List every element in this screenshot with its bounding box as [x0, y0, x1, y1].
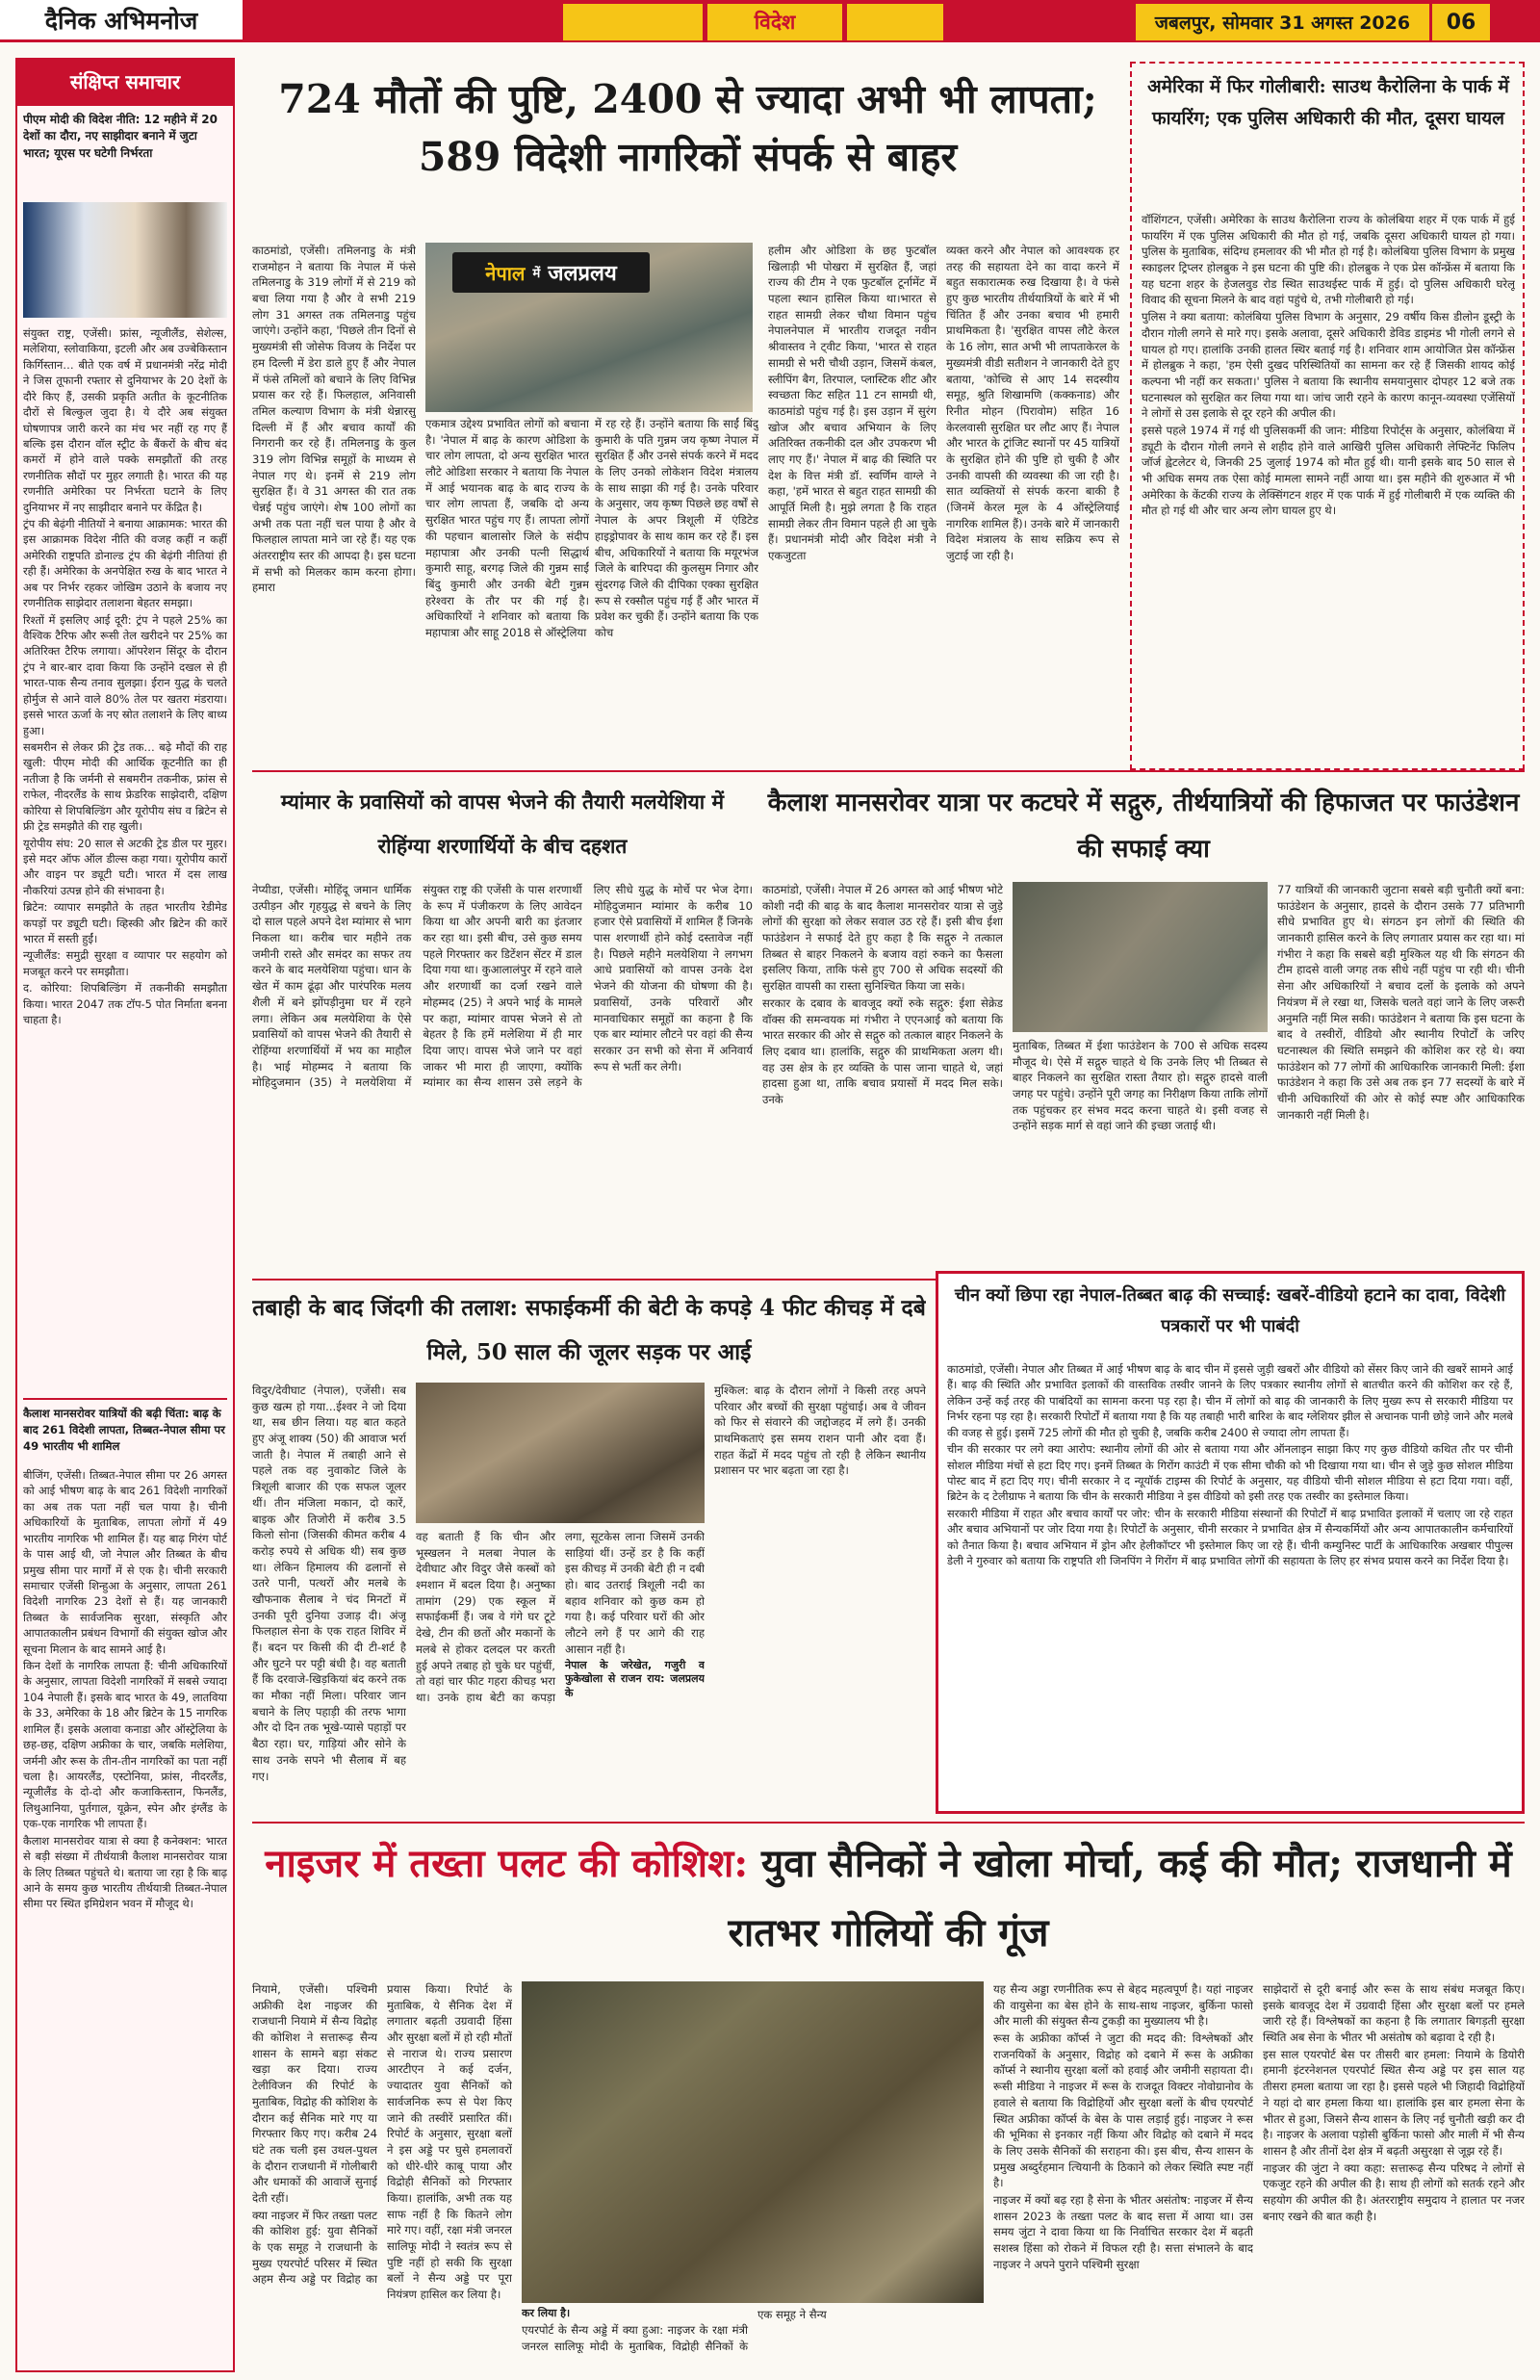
sidebar-para: बीजिंग, एजेंसी। तिब्बत-नेपाल सीमा पर 26 अगस्त को आई भीषण बाढ़ के बाद 261 विदेशी नागरिकों का अब तक पता नहीं चल पाया है। चीनी अधिकारियों के मुताबिक, लापता लोगों में 49 भारतीय नागरिक भी शामिल हैं। यह बाढ़ गिरंग पोर्ट के पास आई थी, जो नेपाल और तिब्बत के बीच प्रमुख सीमा पार मार्गों में से एक है। चीनी सरकारी समाचार एजेंसी शिन्हुआ के अनुसार, लापता 261 विदेशी नागरिक 23 देशों से हैं। यह जानकारी तिब्बत के सार्वजनिक सुरक्षा, संस्कृति और आपातकालीन प्रबंधन विभागों की संयुक्त खोज और सूचना मिलान के बाद सामने आई है।: [23, 1468, 227, 1656]
niger-para: नाइजर में क्यों बढ़ रहा है सेना के भीतर असंतोष: नाइजर में सैन्य शासन 2023 के तख्ता पलट के बाद सत्ता में आया था। उस समय जुंटा ने दावा किया था कि निर्वाचित सरकार देश में बढ़ती सशस्त्र हिंसा को रोकने में विफल रही है। सत्ता संभालने के बाद नाइजर ने अपने पुराने पश्चिमी सुरक्षा: [993, 2192, 1253, 2271]
sidebar-story-2: [23, 1467, 227, 2368]
section-label: विदेश: [707, 4, 842, 40]
china-para: चीन की सरकार पर लगे क्या आरोप: स्थानीय लोगों की ओर से बताया गया और ऑनलाइन साझा किए गए कुछ वीडियो कथित तौर पर चीनी सोशल मीडिया मंचों से हटा दिए गए। इनमें तिब्बत के गिरोंग काउंटी में एक सीमा चौकी को भी दिखाया गया था। चीन से जुड़े कुछ सोशल मीडिया पोस्ट बाद में हटा दिए गए। चीनी सरकार ने द न्यूयॉर्क टाइम्स की रिपोर्ट के अनुसार, यह वीडियो चीनी सोशल मीडिया से हटा दिया गया। वहीं, ब्रिटेन के द टेलीग्राफ ने बताया कि चीन के सरकारी मीडिया ने इस वीडियो को इसी तरह एक तस्वीर का इस्तेमाल किया।: [947, 1442, 1513, 1504]
masthead-yellow-block: [563, 4, 703, 40]
us-para: पुलिस ने क्या बताया: कोलंबिया पुलिस विभाग के अनुसार, 29 वर्षीय किस डीलोन डूस्ट्री के दौरान गोली लगने से मारे गए। इसके अलावा, दूसरे अधिकारी डेविड डाइमंड भी गोली लगने से घायल हो गए। हालांकि उनकी हालत स्थिर बताई गई है। शनिवार शाम आयोजित प्रेस कॉन्फ्रेंस में होलब्रुक ने कहा, 'हम ऐसी दुखद परिस्थितियों का सामना कर रहे हैं जिसकी शायद कोई कल्पना भी नहीं कर सकता।' पुलिस ने बताया कि स्थानीय समयानुसार दोपहर 12 बजे तक घटनास्थल को सुरक्षित कर लिया गया था। जांच जारी रहने के कारण कानून-व्यवस्था एजेंसियों ने लोगों से उस इलाके से दूर रहने की अपील की।: [1142, 310, 1515, 421]
masthead-yellow-block: [847, 4, 943, 40]
china-para: सरकारी मीडिया में राहत और बचाव कार्यों पर जोर: चीन के सरकारी मीडिया संस्थानों की रिपोर्टों में बाढ़ प्रभावित इलाकों में चलाए जा रहे राहत और बचाव अभियानों पर जोर दिया गया है। रिपोर्टों के अनुसार, चीनी सरकार ने प्रभावित क्षेत्र में सैन्यकर्मियों और अन्य आपातकालीन कर्मचारियों को तैनात किया है। बचाव अभियान में ड्रोन और हेलीकॉप्टर भी इस्तेमाल किए जा रहे हैं। चीनी कम्युनिस्ट पार्टी के आधिकारिक अखबार पीपुल्स डेली ने गुरुवार को बताया कि राष्ट्रपति शी जिनपिंग ने गिरोंग में बाढ़ प्रभावित लोगों की सहायता के लिए हर संभव प्रयास करने का निर्देश दिया है।: [947, 1506, 1513, 1568]
section-divider: [252, 1822, 1525, 1824]
kailash-para: सरकार के दबाव के बावजूद क्यों रुके सद्गुरु: ईशा सेक्रेड वॉक्स की समन्वयक मां गंभीरा ने एएनआई को बताया कि भारत सरकार की ओर से सद्गुरु को तत्काल बाहर निकलने के लिए दबाव था। हालांकि, सद्गुरु की प्राथमिकता अलग थी। वह उस क्षेत्र के हर व्यक्ति के पास जाना चाहते थे, जहां हादसा हुआ था, ताकि बचाव प्रयासों में मदद मिल सके। उनके: [762, 996, 1003, 1106]
niger-col-4: [1263, 1981, 1525, 2368]
myanmar-headline: म्यांमार के प्रवासियों को वापस भेजने की तैयारी मलयेशिया में रोहिंग्या शरणार्थियों के बीच दहशत: [280, 789, 725, 859]
lead-col-4: हलीम और ओडिशा के छह फुटबॉल खिलाड़ी भी पोखरा में सुरक्षित हैं, जहां राज्य की टीम ने एक फुटबॉल टूर्नामेंट में पहला स्थान हासिल किया था।भारत से राहत सामग्री लेकर चौथा विमान पहुंच नेपालनेपाल में भारतीय राजदूत नवीन श्रीवास्तव ने ट्वीट किया, 'भारत से राहत सामग्री से भरी चौथी उड़ान, जिसमें कंबल, स्लीपिंग बैग, तिरपाल, प्लास्टिक शीट और स्वच्छता किट सहित 11 टन सामग्री थी, काठमांडो पहुंच गई है। इस उड़ान में सुरंग खोज और बचाव अभियान के लिए अतिरिक्त तकनीकी दल और उपकरण भी लाए गए हैं।' नेपाल में बाढ़ की स्थिति पर देश के वित्त मंत्री डॉ. स्वर्णिम वाग्ले ने कहा, 'हमें भारत से बहुत राहत सामग्री की आपूर्ति मिली है। मुझे लगता है कि राहत सामग्री लेकर तीन विमान पहले ही आ चुके हैं। प्रधानमंत्री मोदी और विदेश मंत्री ने एकजुटता: [768, 244, 937, 563]
niger-headline: नाइजर में तख्ता पलट की कोशिश: युवा सैनिकों ने खोला मोर्चा, कई की मौत; राजधानी में रातभर गोलियों की गूंज: [265, 1841, 1512, 1955]
niger-col-1: [252, 1981, 512, 2368]
china-censorship-headline: चीन क्यों छिपा रहा नेपाल-तिब्बत बाढ़ की सच्चाई: खबरें-वीडियो हटाने का दावा, विदेशी पत्रकारों पर भी पाबंदी: [954, 1285, 1506, 1337]
sidebar-para: संयुक्त राष्ट्र, एजेंसी। फ्रांस, न्यूजीलैंड, सेशेल्स, मलेशिया, स्लोवाकिया, इटली और अब उज्बेकिस्तान किर्गिस्तान… बीते एक वर्ष में प्रधानमंत्री नरेंद्र मोदी ने जिस तूफानी रफ्तार से दुनियाभर के 20 देशों के दौरे किए हैं, उसकी प्रकृति अतीत के कूटनीतिक दौरों से बिल्कुल जुदा है। ये दौरे अब संयुक्त घोषणापत्र जारी करने का मंच भर नहीं रह गए हैं बल्कि इस दौरान वॉल स्ट्रीट के बैंकरों के बीच बंद कमरों में होने वाले पक्के समझौतों की तरह रणनीतिक सौदों पर मुहर लगाती है। भारत की यह रणनीति अमेरिका पर निर्भरता घटाने के लिए दुनियाभर में नए साझीदार बनाने पर केंद्रित है।: [23, 326, 227, 514]
us-para: वॉशिंगटन, एजेंसी। अमेरिका के साउथ कैरोलिना राज्य के कोलंबिया शहर में एक पार्क में हुई फायरिंग में एक पुलिस अधिकारी की मौत हो गई, जबकि दूसरा अधिकारी घायल हो गया। पुलिस के मुताबिक, संदिग्ध हमलावर की भी मौत हो गई है। कोलंबिया पुलिस विभाग के प्रमुख स्काइलर ट्रिप्लर होलब्रुक ने इस घटना की पुष्टि की। होलब्रुक ने एक प्रेस कॉन्फ्रेंस में बताया कि यह घटना शहर के हेजलवुड रोड स्थित साउथईस्ट पार्क में हुई। दो पुलिस अधिकारी घरेलू विवाद की सूचना मिलने के बाद वहां पहुंचे थे, तभी गोलीबारी हो गई।: [1142, 213, 1515, 307]
lead-col-3: में रह रहे हैं। उन्होंने बताया कि साईं बिंदु कुमारी के पति गुन्नम जय कृष्ण नेपाल में सुरक्षित हैं और उनसे संपर्क करने में मदद के लिए उनको लोकेशन विदेश मंत्रालय के साथ साझा की गई है। उनके परिवार के अनुसार, जय कृष्ण पिछले छह वर्षों से नेपाल के अपर त्रिशूली में एंडिटेड हाइड्रोपावर के साथ काम कर रहे हैं। इस बीच, अधिकारियों ने बताया कि मयूरभंज जिले के बारिपदा की कुलसुम निगार और सुंदरगढ़ जिले की दीपिका एक्का सुरक्षित रूप से रक्सौल पहुंच गई हैं और भारत में प्रवेश कर चुकी हैं। उन्होंने बताया कि एक कोच: [595, 417, 758, 639]
sidebar-para: कैलाश मानसरोवर यात्रा से क्या है कनेक्शन: भारत से बड़ी संख्या में तीर्थयात्री कैलाश मानसरोवर यात्रा के लिए तिब्बत पहुंचते थे। बताया जा रहा है कि बाढ़ आने के समय कुछ भारतीय तीर्थयात्री तिब्बत-नेपाल सीमा पर स्थित इमिग्रेशन भवन में मौजूद थे।: [23, 1833, 227, 1911]
nepal-mud-photo: [416, 1383, 705, 1523]
newspaper-logo: दैनिक अभिमनोज: [0, 0, 243, 42]
nepal-mud-photo-caption: नेपाल के जरेखेत, गजुरी व फुकेखोला से राजन राय: जलप्रलय के: [565, 1658, 705, 1700]
niger-soldiers-photo: [522, 1981, 984, 2303]
sidebar-divider: [23, 1398, 227, 1400]
lead-col-1: काठमांडो, एजेंसी। तमिलनाडु के मंत्री राजमोहन ने बताया कि नेपाल में फंसे तमिलनाडु के 319 लोगों में से 219 को बचा लिया गया है और वे सभी 219 लोग 31 अगस्त तक तमिलनाडु पहुंच जाएंगे। उन्होंने कहा, 'पिछले तीन दिनों से मुख्यमंत्री सी जोसेफ विजय के निर्देश पर हम दिल्ली में डेरा डाले हुए हैं और नेपाल में फंसे तमिलों को बचाने के लिए विभिन्न प्रयास कर रहे हैं। फिलहाल, अनिवासी तमिल कल्याण विभाग के मंत्री थेन्नारसु दिल्ली में हैं और बचाव कार्यों की निगरानी कर रहे हैं। तमिलनाडु के कुल 319 लोग विभिन्न समूहों के माध्यम से नेपाल गए थे। इनमें से 219 लोग सुरक्षित हैं। वे 31 अगस्त की रात तक चेन्नई पहुंच जाएंगे। शेष 100 लोगों का अभी तक पता नहीं चल पाया है और वे फिलहाल लापता माने जा रहे हैं। यह एक अंतरराष्ट्रीय स्तर की आपदा है। इस घटना में सभी को मिलकर काम करना होगा। हमारा: [252, 244, 416, 595]
sidebar-second-headline: कैलाश मानसरोवर यात्रियों की बढ़ी चिंता: बाढ़ के बाद 261 विदेशी लापता, तिब्बत-नेपाल सीमा पर 49 भारतीय भी शामिल: [23, 1407, 225, 1453]
sidebar-para: द. कोरिया: शिपबिल्डिंग में तकनीकी समझौता किया। भारत 2047 तक टॉप-5 पोत निर्माता बनना चाहता है।: [23, 981, 227, 1027]
niger-para: रूस के अफ्रीका कॉर्प्स ने जुटा की मदद की: विश्लेषकों और राजनयिकों के अनुसार, विद्रोह को दबाने में रूस के अफ्रीका कॉर्प्स ने स्थानीय सुरक्षा बलों को हवाई और जमीनी सहायता दी। रूसी मीडिया ने नाइजर में रूस के राजदूत विक्टर नोवोग्रानोव के हवाले से बताया कि विद्रोहियों और सुरक्षा बलों के बीच एयरपोर्ट स्थित अफ्रीका कॉर्प्स के बेस के पास लड़ाई हुई। नाइजर ने रूस की भूमिका से इनकार नहीं किया और विद्रोह को दबाने में मदद के लिए उसके सैनिकों की सराहना की। इस बीच, सैन्य शासन के प्रमुख अब्दुर्रहमान त्चियानी के ठिकाने को लेकर स्थिति स्पष्ट नहीं है।: [993, 2031, 1253, 2190]
niger-col-3: [993, 1981, 1253, 2368]
dateline: जबलपुर, सोमवार 31 अगस्त 2026: [1136, 4, 1429, 40]
us-para: इससे पहले 1974 में गई थी पुलिसकर्मी की जान: मीडिया रिपोर्ट्स के अनुसार, कोलंबिया में ड्यूटी के दौरान गोली लगने से शहीद होने वाले आखिरी पुलिस अधिकारी लेफ्टिनेंट फिलिप जॉर्ज ह्वेटलेटर थे, जिनकी 25 जुलाई 1974 को मौत हुई थी। यानी इसके बाद 50 साल से भी अधिक समय तक ऐसा कोई मामला सामने नहीं आया था। इस महीने की शुरुआत में भी अमेरिका के केंटकी राज्य के लेक्सिंगटन शहर में एक पार्क में हुई गोलीबारी में एक व्यक्ति की मौत हो गई थी और चार अन्य लोग घायल हुए थे।: [1142, 423, 1515, 518]
leaders-photo: [23, 202, 227, 318]
kailash-headline: कैलाश मानसरोवर यात्रा पर कटघरे में सद्गुरु, तीर्थयात्रियों की हिफाजत पर फाउंडेशन की सफाई क्या: [767, 789, 1520, 865]
sidebar-para: न्यूजीलैंड: समुद्री सुरक्षा व व्यापार पर सहयोग को मजबूत करने पर समझौता।: [23, 948, 227, 978]
us-shooting-headline: अमेरिका में फिर गोलीबारी: साउथ कैरोलिना के पार्क में फायरिंग; एक पुलिस अधिकारी की मौत, दूसरा घायल: [1147, 76, 1509, 130]
nepal-mud-col-2: [416, 1529, 705, 1808]
kailash-col-2: मुताबिक, तिब्बत में ईशा फाउंडेशन के 700 से अधिक सदस्य मौजूद थे। ऐसे में सद्गुरु चाहते थे कि उनके लिए भी तिब्बत से बाहर निकलने का सुरक्षित रास्ता तैयार हो। सद्गुरु हादसे वाली जगह पर पहुंचे। उन्होंने पूरी जगह का निरीक्षण किया ताकि लोगों तक पहुंचकर हर संभव मदद करना चाहते थे। इसी वजह से उन्होंने सड़क मार्ग से वहां जाने की इच्छा जताई थी।: [1013, 1039, 1268, 1133]
kailash-para: काठमांडो, एजेंसी। नेपाल में 26 अगस्त को आई भीषण भोटे कोशी नदी की बाढ़ के बाद कैलाश मानसरोवर यात्रा से जुड़े लोगों की सुरक्षा को लेकर सवाल उठ रहे हैं। इसी बीच ईशा फाउंडेशन ने सफाई देते हुए कहा है कि सद्गुरु ने तत्काल तिब्बत से बाहर निकलने के बजाय वहां रुकने का फैसला इसलिए किया, ताकि फंसे हुए 700 से अधिक सदस्यों की सुरक्षित वापसी का रास्ता सुनिश्चित किया जा सके।: [762, 883, 1003, 994]
lead-headline: 724 मौतों की पुष्टि, 2400 से ज्यादा अभी भी लापता; 589 विदेशी नागरिकों संपर्क से बाहर: [278, 76, 1097, 180]
niger-para: साझेदारों से दूरी बनाई और रूस के साथ संबंध मजबूत किए। इसके बावजूद देश में उग्रवादी हिंसा और सुरक्षा बलों पर हमले जारी रहे हैं। विश्लेषकों का कहना है कि लगातार बिगड़ती सुरक्षा स्थिति अब सेना के भीतर भी असंतोष को बढ़ावा दे रही है।: [1263, 1982, 1525, 2045]
niger-para: यह सैन्य अड्डा रणनीतिक रूप से बेहद महत्वपूर्ण है। यहां नाइजर की वायुसेना का बेस होने के साथ-साथ नाइजर, बुर्किना फासो और माली की संयुक्त सैन्य टुकड़ी का मुख्यालय भी है।: [993, 1982, 1253, 2029]
sidebar-para: ब्रिटेन: व्यापार समझौते के तहत भारतीय रेडीमेड कपड़ों पर ड्यूटी घटी। व्हिस्की और ब्रिटेन की कारें भारत में सस्ती हुईं।: [23, 900, 227, 946]
kailash-flood-photo: [1013, 882, 1268, 1032]
niger-photo-caption: कर लिया है।: [522, 2307, 571, 2319]
sidebar-para: ट्रंप की बेढ़ंगी नीतियों ने बनाया आक्रामक: भारत की इस आक्रामक विदेश नीति की वजह कहीं न कहीं अमेरिकी राष्ट्रपति डोनाल्ड ट्रंप की बेढ़ंगी नीतियां ही रही हैं। अमेरिका के अनपेक्षित रुख के बाद भारत ने अब पर निर्भर रहकर जोखिम उठाने के बजाय नए रणनीतिक साझेदार तलाशना बेहतर समझा।: [23, 517, 227, 610]
sidebar-para: रिश्तों में इसलिए आई दूरी: ट्रंप ने पहले 25% का वैश्विक टैरिफ और रूसी तेल खरीदने पर 25% का अतिरिक्त टैरिफ लगाया। ऑपरेशन सिंदूर के दौरान ट्रंप ने बार-बार दावा किया कि उन्होंने दखल से ही भारत-पाक सैन्य तनाव सुलझा। ईरान युद्ध के चलते होर्मुज से आने वाले 80% तेल पर खतरा मंडराया। इससे भारत ऊर्जा के नए स्रोत तलाशने के लिए बाध्य हुआ।: [23, 612, 227, 737]
niger-para: क्या नाइजर में फिर तख्ता पलट की कोशिश हुई: युवा सैनिकों के एक समूह ने राजधानी के मुख्य एयरपोर्ट परिसर में स्थित अहम सैन्य अड्डे पर विद्रोह का प्रयास किया। रिपोर्ट के मुताबिक, ये सैनिक देश में लगातार बढ़ती उग्रवादी हिंसा और सुरक्षा बलों में हो रही मौतों से नाराज थे। राज्य प्रसारण आरटीएन ने कई दर्जन, ज्यादातर युवा सैनिकों को सार्वजनिक रूप से पेश किए जाने की तस्वीरें प्रसारित कीं। रिपोर्ट के अनुसार, सुरक्षा बलों ने इस अड्डे पर घुसे हमलावरों को धीरे-धीरे काबू पाया और विद्रोही सैनिकों को गिरफ्तार किया। हालांकि, अभी तक यह साफ नहीं है कि कितने लोग मारे गए। वहीं, रक्षा मंत्री जनरल सालिफू मोदी ने स्वतंत्र रूप से पुष्टि नहीं हो सकी कि सुरक्षा बलों ने सैन्य अड्डे पर पूरा नियंत्रण हासिल कर लिया है।: [252, 1982, 512, 2302]
niger-para: नाइजर की जुंटा ने क्या कहा: सत्तारूढ़ सैन्य परिषद ने लोगों से एकजुट रहने की अपील की है। साथ ही लोगों को सतर्क रहने और सहयोग की अपील की है। अंतरराष्ट्रीय समुदाय ने हालात पर नजर बनाए रखने की बात कही है।: [1263, 2160, 1525, 2223]
flood-photo-title: नेपाल में जलप्रलय: [452, 252, 650, 293]
lead-col-2: एकमात्र उद्देश्य प्रभावित लोगों को बचाना है। 'नेपाल में बाढ़ के कारण ओडिशा के चार लोग लापता, दो अन्य सुरक्षित भारत लौटे ओडिशा सरकार ने बताया कि नेपाल में आई भयानक बाढ़ के बाद राज्य के चार लोग लापता हैं, जबकि दो अन्य सुरक्षित भारत पहुंच गए हैं। लापता लोगों की पहचान बालासोर जिले के संदीप महापात्रा और उनकी पत्नी सिद्धार्थ कुमारी साहू, बरगढ़ जिले की गुन्नम साईं बिंदु कुमारी और उनकी बेटी गुन्नम हरेश्वरा के तौर पर की गई है। अधिकारियों ने शनिवार को बताया कि महापात्रा और साहू 2018 से ऑस्ट्रेलिया: [425, 417, 589, 639]
sidebar-para: सबमरीन से लेकर फ्री ट्रेड तक… बढ़े मौदों की राह खुली: पीएम मोदी की आर्थिक कूटनीति का ही नतीजा है कि जर्मनी से सबमरीन तकनीक, फ्रांस से राफेल, नीदरलैंड के साथ फ्रेडरिक साझेदारी, दक्षिण कोरिया से शिपबिल्डिंग और यूरोपीय संघ व ब्रिटेन से फ्री ट्रेड समझौते की राह खुली।: [23, 739, 227, 834]
sidebar-story: [23, 325, 227, 1392]
nepal-mud-para: वह बताती हैं कि चीन और भूस्खलन ने मलबा नेपाल के देवीघाट और विदुर जैसे कस्बों को श्मशान में बदल दिया है। अनुष्का तामांग (29) एक स्कूल में सफाईकर्मी हैं। जब वे गंगे घर टूटे देखे, टीन की छतों और मकानों के मलबे से होकर दलदल पर करती हुई अपने तबाह हो चुके घर पहुंचीं, तो वहां चार फीट गहरा कीचड़ भरा था। उनके हाथ बेटी का कपड़ा लगा, सूटकेस लाना जिसमें उनकी साड़ियां थीं। उन्हें डर है कि कहीं इस कीचड़ में उनकी बेटी ही न दबी हो। बाद उतराई त्रिशूली नदी का बहाव शनिवार को कुछ कम हो गया है। कई परिवार घरों की ओर लौटने लगे हैं पर आगे की राह आसान नहीं है।: [416, 1530, 705, 1704]
lead-col-5: व्यक्त करने और नेपाल को आवश्यक हर तरह की सहायता देने का वादा करने में बहुत सकारात्मक रुख दिखाया है। वे फंसे हुए कुछ भारतीय तीर्थयात्रियों के बारे में भी चिंतित हैं और उनका बचाव भी हमारी प्राथमिकता है। 'सुरक्षित वापस लौटे केरल के 16 लोग, सात अभी भी लापताकेरल के मुख्यमंत्री वीडी सतीशन ने जानकारी देते हुए बताया, 'कोच्चि से आए 14 सदस्यीय समूह, श्रुति शिखामणि (कक्कनाड) और रिनीत मोहन (पिरावोम) सहित 16 केरलवासी सुरक्षित घर लौट आए हैं। नेपाल और भारत के ट्रांजिट स्थानों पर 45 यात्रियों के सुरक्षित होने की पुष्टि हो चुकी है और उनकी वापसी की व्यवस्था की जा रही है। सात व्यक्तियों से संपर्क करना बाकी है (जिनमें केरल मूल के 4 ऑस्ट्रेलियाई नागरिक शामिल हैं)। उनके बारे में जानकारी विदेश मंत्रालय के साथ सक्रिय रूप से जुटाई जा रही है।: [946, 244, 1119, 563]
section-divider: [252, 770, 1525, 772]
niger-col-2: [522, 2307, 984, 2368]
sidebar-title: संक्षिप्त समाचार: [15, 58, 235, 104]
niger-para: नियामे, एजेंसी। पश्चिमी अफ्रीकी देश नाइजर की राजधानी नियामे में सैन्य विद्रोह की कोशिश ने सत्तारूढ़ सैन्य शासन के सामने बड़ा संकट खड़ा कर दिया। राज्य टेलीविजन की रिपोर्ट के मुताबिक, विद्रोह की कोशिश के दौरान कई सैनिक मारे गए या गिरफ्तार किए गए। करीब 24 घंटे तक चली इस उथल-पुथल के दौरान राजधानी में गोलीबारी और धमाकों की आवाजें सुनाई देती रहीं।: [252, 1982, 377, 2205]
myanmar-story: नेप्यीडा, एजेंसी। मोहिंदू जमान धार्मिक उत्पीड़न और गृहयुद्ध से बचने के लिए दो साल पहले अपने देश म्यांमार से भाग निकला था। करीब चार महीने तक जमीनी रास्ते और समंदर का सफर तय करने के बाद मलयेशिया पहुंचा। धान के खेत में काम ढूंढ़ा और पारंपरिक मलय शैली में बने झोंपड़ीनुमा घर में रहने लगा। लेकिन अब मलयेशिया के ऐसे प्रवासियों को वापस भेजने की तैयारी से रोहिंग्या शरणार्थियों में भय का माहौल है। भाई मोहम्मद ने बताया कि मोहिदुजमान (35) ने मलयेशिया में संयुक्त राष्ट्र की एजेंसी के पास शरणार्थी के रूप में पंजीकरण के लिए आवेदन किया था और अपनी बारी का इंतजार कर रहा था। इसी बीच, उसे कुछ समय पहले गिरफ्तार कर डिटेंशन सेंटर में डाल दिया गया था। कुआलालंपुर में रहने वाले और शरणार्थी का दर्जा रखने वाले मोहम्मद (25) ने अपने भाई के मामले पर कहा, म्यांमार वापस भेजने से तो बेहतर है कि हमें मलेशिया में ही मार दिया जाए। वापस भेजे जाने पर वहां जाकर भी मारा ही जाएगा, क्योंकि म्यांमार का सैन्य शासन उसे लड़ने के लिए सीधे युद्ध के मोर्चे पर भेज देगा। मोहिदुजमान म्यांमार के करीब 10 हजार ऐसे प्रवासियों में शामिल हैं जिनके पास शरणार्थी होने कोई दस्तावेज नहीं है। पिछले महीने मलयेशिया ने लगभग आधे प्रवासियों को वापस उनके देश भेजने की योजना की घोषणा की है। प्रवासियों, उनके परिवारों और मानवाधिकार समूहों का कहना है कि एक बार म्यांमार लौटने पर वहां की सैन्य सरकार उन सभी को सेना में अनिवार्य रूप से भर्ती कर लेगी।: [252, 883, 753, 1090]
nepal-mud-headline: तबाही के बाद जिंदगी की तलाश: सफाईकर्मी की बेटी के कपड़े 4 फीट कीचड़ में दबे मिले, 50 साल की जूलर सड़क पर आई: [252, 1295, 926, 1365]
kailash-col-3: 77 यात्रियों की जानकारी जुटाना सबसे बड़ी चुनौती क्यों बना: फाउंडेशन के अनुसार, हादसे के दौरान उसके 77 प्रतिभागी सीधे प्रभावित हुए थे। संगठन इन लोगों की स्थिति की जानकारी हासिल करने के लिए लगातार प्रयास कर रहा था। मां गंभीरा ने कहा कि सबसे बड़ी मुश्किल यह थी कि संगठन की टीम हादसे वाली जगह तक सीधे नहीं पहुंच पा रही थी। चीनी सेना और अधिकारियों ने बचाव दलों के इलाके को अपने नियंत्रण में ले रखा था, जिसके चलते वहां जाने के लिए जरूरी अनुमति नहीं मिल सकी। फाउंडेशन ने बताया कि इस घटना के बाद वे तस्वीरों, वीडियो और स्थानीय रिपोर्टों के जरिए घटनास्थल की स्थिति समझने की कोशिश कर रहे थे। क्या फाउंडेशन को 77 लोगों की आधिकारिक जानकारी मिली: ईशा फाउंडेशन ने कहा कि उसे अब तक इन 77 सदस्यों के बारे में चीनी अधिकारियों की ओर से कोई स्पष्ट और आधिकारिक जानकारी नहीं मिली है।: [1277, 883, 1525, 1122]
niger-para: एयरपोर्ट के सैन्य अड्डे में क्या हुआ: नाइजर के रक्षा मंत्री जनरल सालिफू मोदी के मुताबिक, विद्रोही सैनिकों के एक समूह ने सैन्य: [522, 2308, 827, 2353]
niger-para: इस साल एयरपोर्ट बेस पर तीसरी बार हमला: नियामे के डियोरी हमानी इंटरनेशनल एयरपोर्ट स्थित सैन्य अड्डे पर इस साल यह तीसरा हमला बताया जा रहा है। इससे पहले भी जिहादी विद्रोहियों ने यहां दो बार हमला किया था। हालांकि इस बार हमला सेना के भीतर से हुआ, जिसने सैन्य शासन के लिए नई चुनौती खड़ी कर दी है। नाइजर के अलावा पड़ोसी बुर्किना फासो और माली में भी सैन्य शासन है और तीनों देश क्षेत्र में बढ़ती असुरक्षा से जूझ रहे हैं।: [1263, 2047, 1525, 2158]
nepal-mud-col-1: विदुर/देवीघाट (नेपाल), एजेंसी। सब कुछ खत्म हो गया...ईश्वर ने जो दिया था, सब छीन लिया। यह बात कहते हुए अंजू शाक्य (50) की आवाज भर्रा जाती है। नेपाल में तबाही आने से पहले तक वह नुवाकोट जिले के त्रिशूली बाजार की एक सफल जूलर थीं। तीन मंजिला मकान, दो कारें, बाइक और तिजोरी में करीब 3.5 किलो सोना (जिसकी कीमत करीब 4 करोड़ रुपये से अधिक थी) सब कुछ था। लेकिन हिमालय की ढलानों से उतरे पानी, पत्थरों और मलबे के खौफनाक सैलाब ने चंद मिनटों में उनकी पूरी दुनिया उजाड़ दी। अंजू फिलहाल सेना के एक राहत शिविर में हैं। बदन पर किसी की दी टी-शर्ट है और घुटने पर पट्टी बंधी है। वह बताती हैं कि दरवाजे-खिड़कियां बंद करने तक का मौका नहीं मिला। परिवार जान बचाने के लिए पहाड़ी की तरफ भागा और दो दिन तक भूखे-प्यासे पहाड़ों पर बैठा रहा। घर, गाड़ियां और सोने के साथ उनके सपने भी सैलाब में बह गए।: [252, 1384, 406, 1783]
china-para: काठमांडो, एजेंसी। नेपाल और तिब्बत में आई भीषण बाढ़ के बाद चीन में इससे जुड़ी खबरों और वीडियो को सेंसर किए जाने की खबरें सामने आई हैं। बाढ़ की स्थिति और प्रभावित इलाकों की वास्तविक तस्वीर जानने के लिए पत्रकार स्थानीय लोगों से बातचीत करने की कोशिश कर रहे हैं, लेकिन उन्हें कई तरह की पाबंदियों का सामना करना पड़ रहा है। चीन में लोगों को बाढ़ की जानकारी के लिए मुख्य रूप से सरकारी मीडिया पर निर्भर रहना पड़ रहा है। सरकारी रिपोर्टों में बताया गया है कि यह तबाही भारी बारिश के बाद ग्लेशियर झील से अचानक पानी छोड़े जाने और मलबे की वजह से हुई। इसमें 725 लोगों की मौत हो चुकी है, जबकि करीब 2400 से ज्यादा लोग लापता हैं।: [947, 1362, 1513, 1439]
page-number: 06: [1432, 4, 1490, 40]
sidebar-lead-headline: पीएम मोदी की विदेश नीति: 12 महीने में 20 देशों का दौरा, नए साझीदार बनाने में जुटा भारत; यूएस पर घटेगी निर्भरता: [23, 113, 218, 160]
sidebar-para: किन देशों के नागरिक लापता हैं: चीनी अधिकारियों के अनुसार, लापता विदेशी नागरिकों में सबसे ज्यादा 104 नेपाली हैं। इसके बाद भारत के 49, लातविया के 33, अमेरिका के 18 और ब्रिटेन के 15 नागरिक शामिल हैं। इसके अलावा कनाडा और ऑस्ट्रेलिया के छह-छह, दक्षिण अफ्रीका के चार, जबकि मलेशिया, जर्मनी और रूस के तीन-तीन नागरिकों का पता नहीं चला है। आयरलैंड, एस्टोनिया, फ्रांस, नीदरलैंड, न्यूजीलैंड के दो-दो और कजाकिस्तान, फिनलैंड, लिथुआनिया, पुर्तगाल, यूक्रेन, स्पेन और इंग्लैंड के एक-एक नागरिक भी लापता हैं।: [23, 1659, 227, 1831]
china-censorship-story: [947, 1361, 1513, 1808]
us-shooting-story: [1142, 212, 1515, 764]
kailash-col-1: [762, 882, 1003, 1271]
sidebar-para: यूरोपीय संघ: 20 साल से अटकी ट्रेड डील पर मुहर। इसे मदर ऑफ ऑल डील्स कहा गया। यूरोपीय कारों और वाइन पर ड्यूटी घटी। भारत में दस लाख नौकरियां उत्पन्न होने की संभावना है।: [23, 836, 227, 897]
nepal-mud-col-3: मुश्किल: बाढ़ के दौरान लोगों ने किसी तरह अपने परिवार और बच्चों की सुरक्षा पहुंचाई। अब वे जीवन को फिर से संवारने की जद्दोजहद में लगे हैं। उनकी प्राथमिकताएं इस समय राशन पानी और दवा हैं। राहत केंद्रों में मदद पहुंच तो रही है लेकिन स्थानीय प्रशासन पर भार बढ़ता जा रहा है।: [714, 1384, 926, 1478]
